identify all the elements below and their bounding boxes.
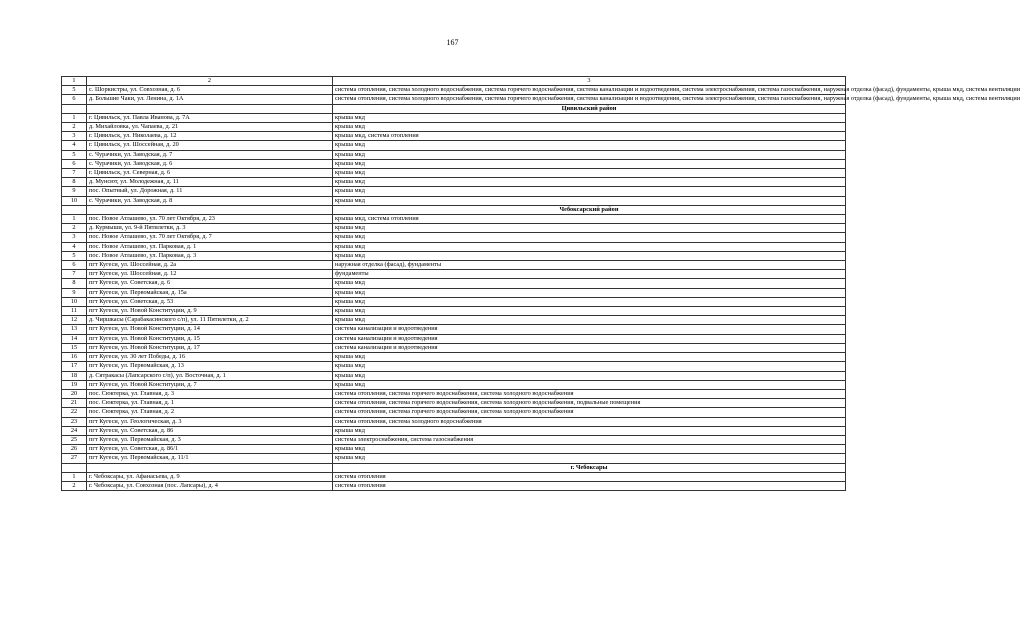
row-number: 8 bbox=[62, 178, 87, 187]
table-row bbox=[62, 279, 846, 288]
works-cell: система канализации и водоотведения bbox=[333, 325, 846, 334]
address-cell: пгт Кугеси, ул. Первомайская, д. 11/1 bbox=[87, 454, 333, 463]
table-row bbox=[62, 307, 846, 316]
row-number: 5 bbox=[62, 251, 87, 260]
row-number: 11 bbox=[62, 307, 87, 316]
column-number-3: 3 bbox=[333, 77, 846, 86]
row-number: 1 bbox=[62, 215, 87, 224]
table-row bbox=[62, 334, 846, 343]
address-cell: пос. Новое Атлашево, ул. Парковая, д. 3 bbox=[87, 251, 333, 260]
row-number: 1 bbox=[62, 113, 87, 122]
works-cell: наружная отделка (фасад), фундаменты bbox=[333, 261, 846, 270]
table-row bbox=[62, 408, 846, 417]
works-cell: крыша мкд bbox=[333, 362, 846, 371]
table-row bbox=[62, 187, 846, 196]
table-row bbox=[62, 288, 846, 297]
works-cell: крыша мкд bbox=[333, 123, 846, 132]
table-row bbox=[62, 178, 846, 187]
section-blank-cell bbox=[87, 463, 333, 472]
row-number: 7 bbox=[62, 169, 87, 178]
works-cell: система канализации и водоотведения bbox=[333, 334, 846, 343]
row-number: 23 bbox=[62, 417, 87, 426]
works-table bbox=[61, 76, 1020, 491]
row-number: 21 bbox=[62, 399, 87, 408]
table-row bbox=[62, 380, 846, 389]
works-cell: крыша мкд bbox=[333, 426, 846, 435]
table-row bbox=[62, 362, 846, 371]
row-number: 14 bbox=[62, 334, 87, 343]
address-cell: г. Цивильск, ул. Северная, д. 6 bbox=[87, 169, 333, 178]
address-cell: с. Чурачики, ул. Заводская, д. 7 bbox=[87, 150, 333, 159]
works-cell: система отопления, система холодного водоснабжения bbox=[333, 417, 846, 426]
address-cell: д. Михайловка, ул. Чапаева, д. 21 bbox=[87, 123, 333, 132]
address-cell: пгт Кугеси, ул. Первомайская, д. 15а bbox=[87, 288, 333, 297]
works-cell: крыша мкд bbox=[333, 159, 846, 168]
address-cell: пгт Кугеси, ул. Новой Конституции, д. 7 bbox=[87, 380, 333, 389]
works-cell: система электроснабжения, система газоснабжения bbox=[333, 435, 846, 444]
works-cell: крыша мкд, система отопления bbox=[333, 132, 846, 141]
address-cell: пгт Кугеси, ул. Новой Конституции, д. 17 bbox=[87, 343, 333, 352]
table-row bbox=[62, 233, 846, 242]
address-cell: д. Мунсют, ул. Молодежная, д. 11 bbox=[87, 178, 333, 187]
row-number: 10 bbox=[62, 196, 87, 205]
address-cell: г. Чебоксары, ул. Афанасьева, д. 9 bbox=[87, 472, 333, 481]
row-number: 7 bbox=[62, 270, 87, 279]
table-row bbox=[62, 159, 846, 168]
table-row bbox=[62, 399, 846, 408]
table-row bbox=[62, 481, 846, 490]
works-cell: крыша мкд bbox=[333, 297, 846, 306]
row-number: 26 bbox=[62, 445, 87, 454]
works-cell: крыша мкд bbox=[333, 113, 846, 122]
row-number: 8 bbox=[62, 279, 87, 288]
address-cell: пгт Кугеси, ул. Первомайская, д. 3 bbox=[87, 435, 333, 444]
row-number: 24 bbox=[62, 426, 87, 435]
table-row bbox=[62, 132, 846, 141]
row-number: 25 bbox=[62, 435, 87, 444]
address-cell: пос. Новое Атлашево, ул. Парковая, д. 1 bbox=[87, 242, 333, 251]
table-row bbox=[62, 389, 846, 398]
table-row bbox=[62, 445, 846, 454]
works-cell: крыша мкд bbox=[333, 196, 846, 205]
row-number: 2 bbox=[62, 224, 87, 233]
works-cell: система отопления bbox=[333, 472, 846, 481]
table-row bbox=[62, 86, 846, 95]
works-cell: крыша мкд bbox=[333, 288, 846, 297]
section-header-row bbox=[62, 205, 846, 214]
table-row bbox=[62, 251, 846, 260]
page-number: 167 bbox=[446, 38, 459, 47]
table-row bbox=[62, 353, 846, 362]
address-cell: пос. Сюктерка, ул. Главная, д. 1 bbox=[87, 399, 333, 408]
address-cell: д. Большие Чаки, ул. Ленина, д. 1А bbox=[87, 95, 333, 104]
address-cell: пос. Сюктерка, ул. Главная, д. 2 bbox=[87, 408, 333, 417]
works-cell: система отопления, система горячего водоснабжения, система холодного водоснабжения, подвальные помещения bbox=[333, 399, 846, 408]
row-number: 4 bbox=[62, 242, 87, 251]
works-cell: крыша мкд, система отопления bbox=[333, 215, 846, 224]
works-cell: крыша мкд bbox=[333, 445, 846, 454]
table-row bbox=[62, 343, 846, 352]
table-row bbox=[62, 371, 846, 380]
table-row bbox=[62, 426, 846, 435]
works-cell: крыша мкд bbox=[333, 454, 846, 463]
row-number: 6 bbox=[62, 261, 87, 270]
address-cell: с. Чурачики, ул. Заводская, д. 6 bbox=[87, 159, 333, 168]
row-number: 16 bbox=[62, 353, 87, 362]
address-cell: пгт Кугеси, ул. Шоссейная, д. 2а bbox=[87, 261, 333, 270]
section-blank-cell bbox=[87, 104, 333, 113]
row-number: 12 bbox=[62, 316, 87, 325]
address-cell: г. Цивильск, ул. Николаева, д. 12 bbox=[87, 132, 333, 141]
works-cell: крыша мкд bbox=[333, 279, 846, 288]
row-number: 1 bbox=[62, 472, 87, 481]
table-row bbox=[62, 435, 846, 444]
row-number: 9 bbox=[62, 288, 87, 297]
table-row bbox=[62, 261, 846, 270]
table-row bbox=[62, 169, 846, 178]
section-title: Цивильский район bbox=[333, 104, 846, 113]
address-cell: пгт Кугеси, ул. Новой Конституции, д. 14 bbox=[87, 325, 333, 334]
table-row bbox=[62, 123, 846, 132]
address-cell: с. Чурачики, ул. Заводская, д. 8 bbox=[87, 196, 333, 205]
works-cell: крыша мкд bbox=[333, 150, 846, 159]
address-cell: д. Чиршкасы (Сарабакасинского с/п), ул. 11 Пятилетки, д. 2 bbox=[87, 316, 333, 325]
works-cell: крыша мкд bbox=[333, 224, 846, 233]
row-number: 15 bbox=[62, 343, 87, 352]
works-cell: крыша мкд bbox=[333, 316, 846, 325]
works-cell: система канализации и водоотведения bbox=[333, 343, 846, 352]
column-number-row bbox=[62, 77, 846, 86]
address-cell: пгт Кугеси, ул. Первомайская, д. 13 bbox=[87, 362, 333, 371]
address-cell: пгт Кугеси, ул. Геологическая, д. 3 bbox=[87, 417, 333, 426]
address-cell: пос. Новое Атлашево, ул. 70 лет Октября, д. 7 bbox=[87, 233, 333, 242]
works-cell: крыша мкд bbox=[333, 178, 846, 187]
table-row bbox=[62, 141, 846, 150]
works-cell: крыша мкд bbox=[333, 187, 846, 196]
works-cell: система отопления, система холодного водоснабжения, система горячего водоснабжения, система канализации и водоотведения, система электроснабжения, система газоснабжения, наружная отделка (фасад), фундаменты, крыша мкд, система вентиляции bbox=[333, 95, 846, 104]
works-cell: крыша мкд bbox=[333, 141, 846, 150]
address-cell: г. Чебоксары, ул. Совхозная (пос. Лапсары), д. 4 bbox=[87, 481, 333, 490]
row-number: 6 bbox=[62, 95, 87, 104]
row-number: 18 bbox=[62, 371, 87, 380]
section-blank-cell bbox=[62, 463, 87, 472]
row-number: 2 bbox=[62, 123, 87, 132]
table-row bbox=[62, 325, 846, 334]
table-row bbox=[62, 472, 846, 481]
works-cell: крыша мкд bbox=[333, 242, 846, 251]
table-row bbox=[62, 417, 846, 426]
table-row bbox=[62, 95, 846, 104]
table-row bbox=[62, 270, 846, 279]
works-cell: крыша мкд bbox=[333, 307, 846, 316]
section-title: Чебоксарский район bbox=[333, 205, 846, 214]
table-row bbox=[62, 454, 846, 463]
table-row bbox=[62, 150, 846, 159]
address-cell: д. Сятракасы (Лапсарского с/п), ул. Восточная, д. 1 bbox=[87, 371, 333, 380]
row-number: 3 bbox=[62, 132, 87, 141]
row-number: 9 bbox=[62, 187, 87, 196]
section-title: г. Чебоксары bbox=[333, 463, 846, 472]
section-blank-cell bbox=[62, 104, 87, 113]
works-cell: крыша мкд bbox=[333, 380, 846, 389]
address-cell: пос. Сюктерка, ул. Главная, д. 3 bbox=[87, 389, 333, 398]
table-row bbox=[62, 297, 846, 306]
row-number: 2 bbox=[62, 481, 87, 490]
address-cell: пгт Кугеси, ул. Советская, д. 86 bbox=[87, 426, 333, 435]
works-cell: система отопления bbox=[333, 481, 846, 490]
works-cell: крыша мкд bbox=[333, 251, 846, 260]
works-cell: система отопления, система горячего водоснабжения, система холодного водоснабжения bbox=[333, 389, 846, 398]
works-cell: крыша мкд bbox=[333, 169, 846, 178]
address-cell: пгт Кугеси, ул. Советская, д. 86/1 bbox=[87, 445, 333, 454]
address-cell: с. Шоркистры, ул. Совхозная, д. 6 bbox=[87, 86, 333, 95]
row-number: 4 bbox=[62, 141, 87, 150]
works-cell: фундаменты bbox=[333, 270, 846, 279]
row-number: 27 bbox=[62, 454, 87, 463]
address-cell: пгт Кугеси, ул. Шоссейная, д. 12 bbox=[87, 270, 333, 279]
table-row bbox=[62, 224, 846, 233]
row-number: 5 bbox=[62, 150, 87, 159]
row-number: 5 bbox=[62, 86, 87, 95]
address-cell: пгт Кугеси, ул. Советская, д. 53 bbox=[87, 297, 333, 306]
column-number-2: 2 bbox=[87, 77, 333, 86]
table-row bbox=[62, 242, 846, 251]
row-number: 17 bbox=[62, 362, 87, 371]
address-cell: д. Курмыши, ул. 9-й Пятилетки, д. 3 bbox=[87, 224, 333, 233]
table-row bbox=[62, 215, 846, 224]
row-number: 19 bbox=[62, 380, 87, 389]
row-number: 13 bbox=[62, 325, 87, 334]
row-number: 3 bbox=[62, 233, 87, 242]
row-number: 22 bbox=[62, 408, 87, 417]
works-cell: крыша мкд bbox=[333, 353, 846, 362]
address-cell: пгт Кугеси, ул. Новой Конституции, д. 15 bbox=[87, 334, 333, 343]
address-cell: пос. Новое Атлашево, ул. 70 лет Октября, д. 23 bbox=[87, 215, 333, 224]
section-blank-cell bbox=[62, 205, 87, 214]
address-cell: пгт Кугеси, ул. 30 лет Победы, д. 16 bbox=[87, 353, 333, 362]
row-number: 6 bbox=[62, 159, 87, 168]
works-cell: крыша мкд bbox=[333, 371, 846, 380]
section-header-row bbox=[62, 463, 846, 472]
address-cell: г. Цивильск, ул. Павла Иванова, д. 7А bbox=[87, 113, 333, 122]
works-cell: система отопления, система горячего водоснабжения, система холодного водоснабжения bbox=[333, 408, 846, 417]
section-blank-cell bbox=[87, 205, 333, 214]
section-header-row bbox=[62, 104, 846, 113]
address-cell: пос. Опытный, ул. Дорожная, д. 11 bbox=[87, 187, 333, 196]
row-number: 20 bbox=[62, 389, 87, 398]
address-cell: пгт Кугеси, ул. Новой Конституции, д. 9 bbox=[87, 307, 333, 316]
works-cell: система отопления, система холодного водоснабжения, система горячего водоснабжения, система канализации и водоотведения, система электроснабжения, система газоснабжения, наружная отделка (фасад), фундаменты, крыша мкд, система вентиляции bbox=[333, 86, 846, 95]
table-row bbox=[62, 316, 846, 325]
address-cell: г. Цивильск, ул. Шоссейная, д. 20 bbox=[87, 141, 333, 150]
table-row bbox=[62, 196, 846, 205]
address-cell: пгт Кугеси, ул. Советская, д. 6 bbox=[87, 279, 333, 288]
column-number-1: 1 bbox=[62, 77, 87, 86]
table-row bbox=[62, 113, 846, 122]
row-number: 10 bbox=[62, 297, 87, 306]
works-cell: крыша мкд bbox=[333, 233, 846, 242]
